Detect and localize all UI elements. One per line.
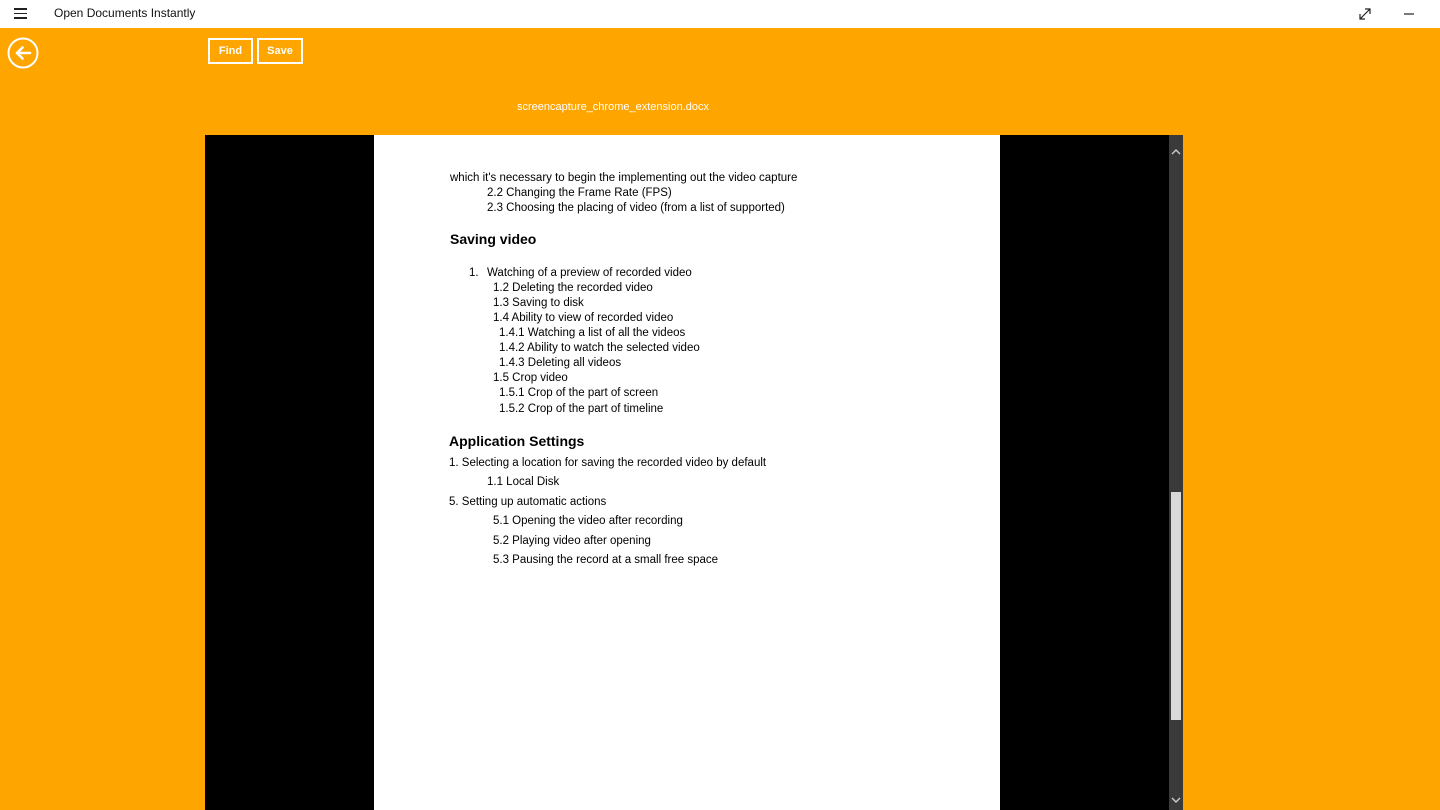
- minimize-button[interactable]: [1386, 0, 1432, 28]
- doc-line: 5.2 Playing video after opening: [493, 535, 651, 547]
- doc-line: 1.3 Saving to disk: [493, 297, 584, 309]
- find-button[interactable]: Find: [208, 38, 253, 64]
- doc-line: 1.4.2 Ability to watch the selected video: [499, 342, 700, 354]
- doc-line: Watching of a preview of recorded video: [487, 267, 692, 279]
- doc-line: 1.5.1 Crop of the part of screen: [499, 387, 659, 399]
- back-button[interactable]: [7, 37, 39, 69]
- doc-line: 1.4.3 Deleting all videos: [499, 357, 622, 369]
- vertical-scrollbar[interactable]: [1169, 135, 1183, 810]
- doc-line: 1.2 Deleting the recorded video: [493, 282, 653, 294]
- doc-line: 5.1 Opening the video after recording: [493, 515, 683, 527]
- doc-line: 1.1 Local Disk: [487, 476, 560, 488]
- doc-line: 1.5.2 Crop of the part of timeline: [499, 403, 664, 415]
- document-page: [374, 135, 1000, 810]
- scroll-down-button[interactable]: [1171, 792, 1181, 802]
- doc-line: 1.4 Ability to view of recorded video: [493, 312, 674, 324]
- doc-line: 5.3 Pausing the record at a small free space: [493, 554, 719, 566]
- doc-heading: Saving video: [450, 231, 537, 247]
- scroll-up-button[interactable]: [1171, 144, 1181, 154]
- app-title: Open Documents Instantly: [54, 6, 196, 20]
- scrollbar-thumb[interactable]: [1171, 492, 1181, 721]
- chevron-up-icon: [1171, 147, 1181, 157]
- doc-line: 1.4.1 Watching a list of all the videos: [499, 327, 686, 339]
- doc-line: 5. Setting up automatic actions: [449, 496, 607, 508]
- title-bar: [0, 0, 1440, 28]
- doc-heading: Application Settings: [449, 433, 585, 449]
- doc-line: 1.5 Crop video: [493, 372, 568, 384]
- doc-line: which it's necessary to begin the implementing out the video capture: [450, 172, 798, 184]
- minimize-icon: [1402, 7, 1416, 21]
- doc-line: 2.3 Choosing the placing of video (from a list of supported): [487, 202, 785, 214]
- maximize-icon: [1358, 7, 1372, 21]
- save-button[interactable]: Save: [257, 38, 303, 64]
- document-viewer[interactable]: [205, 135, 1183, 810]
- doc-line: 2.2 Changing the Frame Rate (FPS): [487, 187, 672, 199]
- doc-line: 1. Selecting a location for saving the recorded video by default: [449, 457, 767, 469]
- maximize-button[interactable]: [1342, 0, 1388, 28]
- chevron-down-icon: [1171, 795, 1181, 805]
- document-file-name: screencapture_chrome_extension.docx: [516, 101, 709, 113]
- hamburger-menu-icon[interactable]: [14, 8, 27, 19]
- back-arrow-circle-icon: [7, 37, 39, 69]
- doc-list-number: 1.: [469, 267, 479, 279]
